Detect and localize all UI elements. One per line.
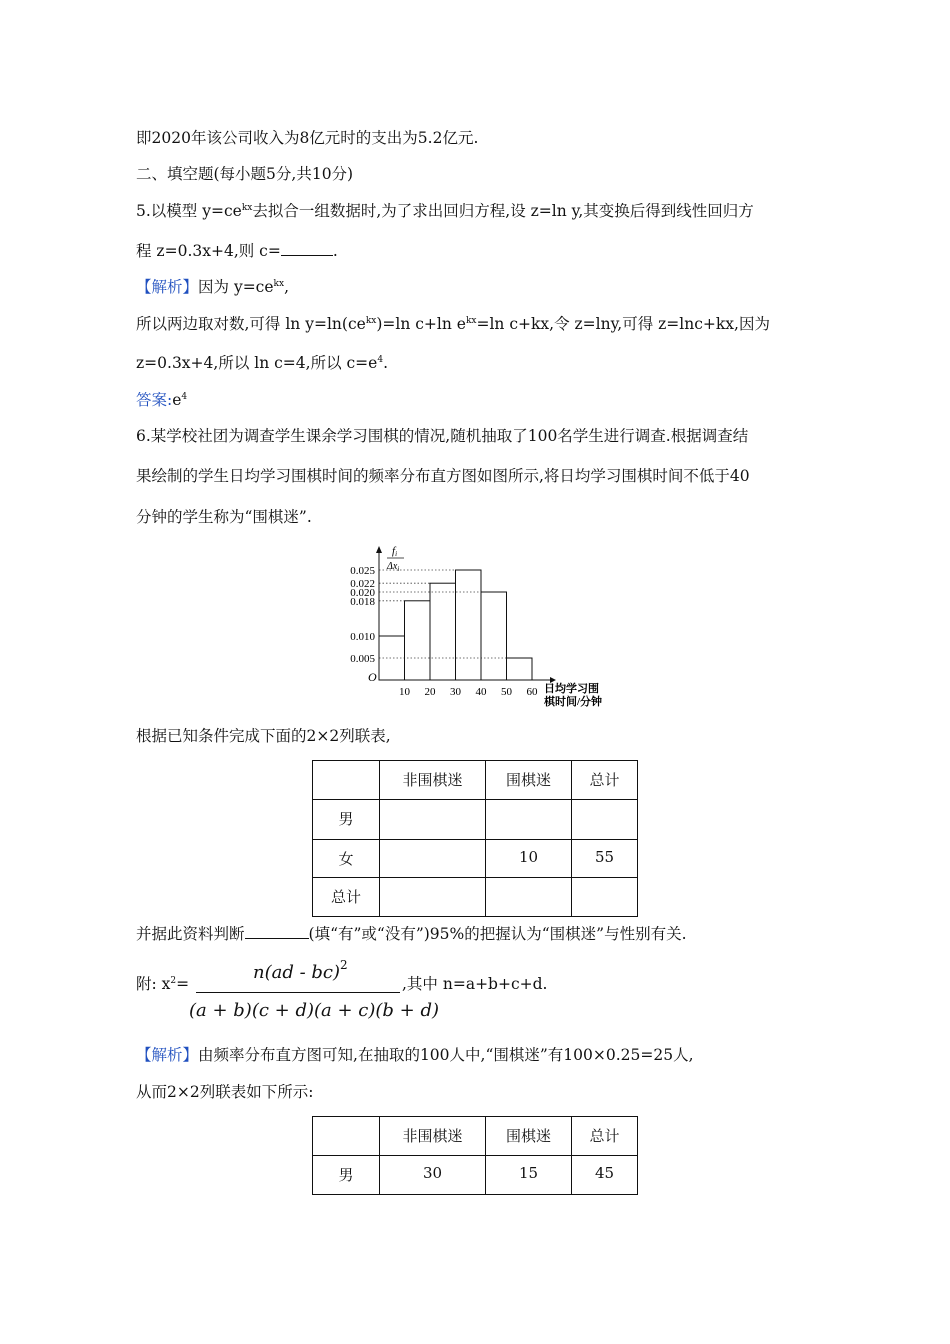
x-label-line-2: 棋时间/分钟 xyxy=(544,696,603,708)
table1-cell xyxy=(572,800,638,840)
table2-cell: 男 xyxy=(313,1156,380,1195)
x-tick-label: 60 xyxy=(526,686,538,698)
table1-header-cell: 非围棋迷 xyxy=(380,761,486,800)
table1-header-row xyxy=(313,761,638,800)
table1-cell xyxy=(380,878,486,917)
s2-superscript-1: kx xyxy=(365,316,377,326)
q6e-post: (填“有”或“没有”)95%的把握认为“围棋迷”与性别有关. xyxy=(308,925,687,943)
contingency-table-blank xyxy=(312,760,638,917)
table2-header-cell: 非围棋迷 xyxy=(380,1117,486,1156)
table1-header-cell: 围棋迷 xyxy=(486,761,572,800)
formula-numerator xyxy=(253,958,348,983)
answer-superscript: 4 xyxy=(181,392,188,402)
solution-6-label: 【解析】 xyxy=(136,1046,199,1064)
s1-post: , xyxy=(284,278,290,296)
text-line-1: 即2020年该公司收入为8亿元时的支出为5.2亿元. xyxy=(136,129,479,147)
table2-cell: 45 xyxy=(572,1156,638,1195)
formula-numerator-text: n(ad - bc) xyxy=(253,962,341,983)
histogram-bar xyxy=(507,658,533,680)
table2-cell: 15 xyxy=(486,1156,572,1195)
frequency-histogram xyxy=(340,540,630,710)
y-axis-arrow xyxy=(376,546,382,553)
appendix-pre: 附: x xyxy=(136,975,171,993)
table1-cell: 男 xyxy=(313,800,380,840)
question-5-line-1 xyxy=(136,201,754,221)
appendix-equals: = xyxy=(176,975,190,993)
formula-numerator-sup: 2 xyxy=(340,958,348,972)
y-tick-label: 0.025 xyxy=(350,565,375,577)
table2-header-row xyxy=(313,1117,638,1156)
q5-superscript: kx xyxy=(241,203,253,213)
solution-5-line-2 xyxy=(136,314,770,334)
histogram-bars xyxy=(379,570,532,680)
s2-superscript-2: kx xyxy=(465,316,477,326)
q5-text-post: 去拟合一组数据时,为了求出回归方程,设 z=ln y,其变换后得到线性回归方 xyxy=(252,202,754,220)
y-label-dx-sub: i xyxy=(397,565,400,573)
x-tick-label: 50 xyxy=(501,686,512,698)
answer-5-line xyxy=(136,390,187,410)
origin-label: O xyxy=(368,670,377,684)
formula-fraction-bar xyxy=(196,992,400,993)
y-label-f: f xyxy=(392,545,396,557)
table1-cell xyxy=(486,878,572,917)
x-tick-label: 10 xyxy=(399,686,410,698)
answer-label: 答案: xyxy=(136,391,173,409)
appendix-superscript: 2 xyxy=(170,976,177,986)
table1-header-cell: 总计 xyxy=(572,761,638,800)
table2-header-cell: 总计 xyxy=(572,1117,638,1156)
x-tick-label: 30 xyxy=(450,686,461,698)
y-label-denominator xyxy=(386,561,399,573)
s2-b: )=ln c+ln e xyxy=(376,315,466,333)
solution-6-line-1 xyxy=(136,1045,694,1065)
y-tick-labels xyxy=(350,565,375,665)
y-label-numerator xyxy=(392,545,397,558)
y-tick-label: 0.018 xyxy=(350,595,375,608)
table1-cell: 10 xyxy=(486,840,572,878)
question-6-line-3: 分钟的学生称为“围棋迷”. xyxy=(136,508,312,526)
question-6-line-2: 果绘制的学生日均学习围棋时间的频率分布直方图如图所示,将日均学习围棋时间不低于40 xyxy=(136,467,750,485)
q5-answer-blank xyxy=(281,241,333,256)
q5-line2-post: . xyxy=(332,242,338,260)
s1-superscript: kx xyxy=(273,279,285,289)
y-label-dx: Δx xyxy=(387,561,398,572)
question-6-line-4: 根据已知条件完成下面的2×2列联表, xyxy=(136,727,391,745)
table-row xyxy=(313,840,638,878)
y-tick-label: 0.010 xyxy=(350,631,375,643)
s2-a: 所以两边取对数,可得 ln y=ln(ce xyxy=(136,315,366,333)
solution-6-line-2: 从而2×2列联表如下所示: xyxy=(136,1083,314,1101)
q5-line2-pre: 程 z=0.3x+4,则 c= xyxy=(136,242,281,260)
s3-pre: z=0.3x+4,所以 ln c=4,所以 c=e xyxy=(136,354,378,372)
q6e-pre: 并据此资料判断 xyxy=(136,925,245,943)
s3-post: . xyxy=(383,354,389,372)
y-tick-label: 0.020 xyxy=(350,587,375,599)
table1-cell xyxy=(380,800,486,840)
formula-denominator: (a + b)(c + d)(a + c)(b + d) xyxy=(189,1000,439,1021)
appendix-post: ,其中 n=a+b+c+d. xyxy=(402,975,548,993)
y-tick-label: 0.005 xyxy=(350,653,375,665)
table1-cell: 女 xyxy=(313,840,380,878)
table-row xyxy=(313,878,638,917)
appendix-formula-line xyxy=(136,974,189,994)
table1-header-cell xyxy=(313,761,380,800)
histogram-bar xyxy=(430,583,456,680)
solution-5-line-3 xyxy=(136,353,388,373)
histogram-bar xyxy=(481,592,507,680)
s3-superscript: 4 xyxy=(377,355,384,365)
solution-label: 【解析】 xyxy=(136,278,199,296)
histogram-bar xyxy=(456,570,482,680)
table1-cell: 总计 xyxy=(313,878,380,917)
table2-cell: 30 xyxy=(380,1156,486,1195)
s1-pre: 因为 y=ce xyxy=(198,278,274,296)
contingency-table-solution xyxy=(312,1116,638,1195)
table1-cell xyxy=(572,878,638,917)
table1-cell xyxy=(486,800,572,840)
histogram-bar xyxy=(405,601,431,680)
q6-answer-blank xyxy=(245,924,309,939)
x-label-line-1: 日均学习围 xyxy=(544,683,599,695)
table2-header-cell: 围棋迷 xyxy=(486,1117,572,1156)
table2-header-cell xyxy=(313,1117,380,1156)
table1-cell: 55 xyxy=(572,840,638,878)
y-tick-label: 0.022 xyxy=(350,578,375,591)
x-tick-labels xyxy=(399,686,538,698)
answer-value: e xyxy=(172,391,182,409)
question-6-line-5 xyxy=(136,924,687,944)
table-row xyxy=(313,1156,638,1195)
section-heading-fill-in: 二、填空题(每小题5分,共10分) xyxy=(136,165,354,183)
table1-cell xyxy=(380,840,486,878)
x-tick-label: 40 xyxy=(475,686,487,698)
s2-c: =ln c+kx,令 z=lny,可得 z=lnc+kx,因为 xyxy=(476,315,770,333)
question-6-line-1: 6.某学校社团为调查学生课余学习围棋的情况,随机抽取了100名学生进行调查.根据调查结 xyxy=(136,427,749,445)
q5-text-pre: 5.以模型 y=ce xyxy=(136,202,242,220)
x-tick-label: 20 xyxy=(424,686,436,698)
solution-6-text: 由频率分布直方图可知,在抽取的100人中,“围棋迷”有100×0.25=25人, xyxy=(198,1046,694,1064)
y-label-f-sub: i xyxy=(395,550,398,558)
table-row xyxy=(313,800,638,840)
question-5-line-2 xyxy=(136,241,338,261)
solution-5-line-1 xyxy=(136,277,289,297)
